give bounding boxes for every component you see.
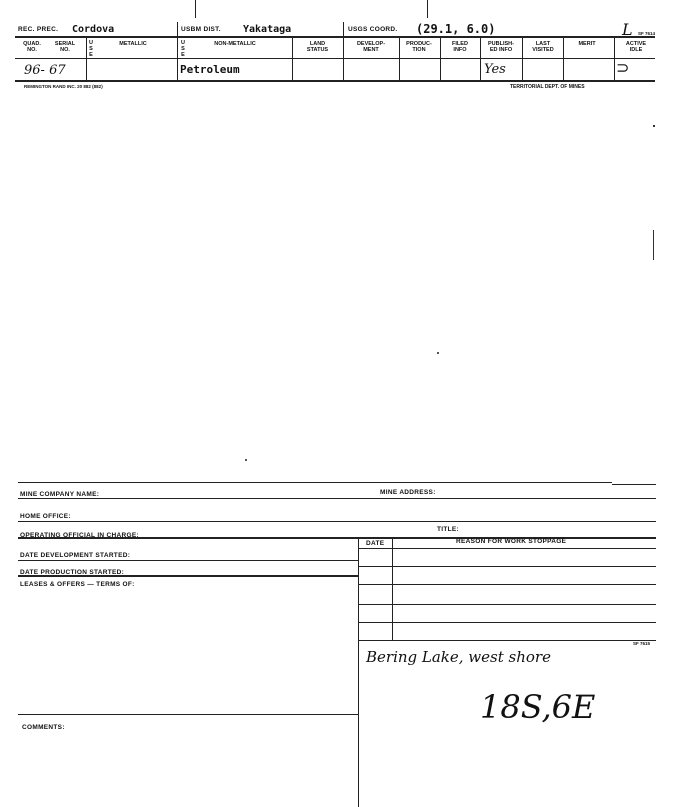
divider xyxy=(399,38,400,80)
divider xyxy=(358,566,656,567)
col-filed-info: FILED INFO xyxy=(452,41,468,53)
printer-imprint: REMINGTON RAND INC. 20 882 (882) xyxy=(24,84,103,89)
divider xyxy=(440,38,441,80)
col-land-status: LAND STATUS xyxy=(306,41,329,53)
non-metallic-value: Petroleum xyxy=(180,63,240,76)
col-merit: MERIT xyxy=(578,41,596,47)
col-quad-no: QUAD. NO. xyxy=(23,41,41,53)
speck xyxy=(245,459,247,461)
col-use: U S E xyxy=(181,40,185,58)
divider xyxy=(292,38,293,80)
col-active-idle: ACTIVE IDLE xyxy=(625,41,647,53)
leases-offers-label: LEASES & OFFERS — TERMS OF: xyxy=(20,581,135,588)
title-label: TITLE: xyxy=(437,526,460,533)
divider xyxy=(563,38,564,80)
divider xyxy=(358,584,656,585)
mine-company-name-label: MINE COMPANY NAME: xyxy=(20,491,100,498)
divider xyxy=(18,521,656,522)
divider xyxy=(522,38,523,80)
usbm-dist-value: Yakataga xyxy=(243,24,292,35)
divider xyxy=(15,36,655,38)
divider xyxy=(343,22,344,80)
divider xyxy=(18,575,358,577)
divider xyxy=(15,80,655,82)
speck xyxy=(653,230,654,260)
col-last-visited: LAST VISITED xyxy=(532,41,554,53)
lower-card-section xyxy=(0,470,678,807)
speck xyxy=(653,125,655,127)
usbm-dist-label: USBM DIST. xyxy=(181,26,221,33)
col-published-info: PUBLISH- ED INFO xyxy=(488,41,514,53)
divider xyxy=(427,0,428,18)
date-development-started-label: DATE DEVELOPMENT STARTED: xyxy=(20,552,131,559)
corner-mark: L xyxy=(622,20,633,39)
col-non-metallic: NON-METALLIC xyxy=(214,41,256,47)
divider xyxy=(18,714,358,715)
col-production: PRODUC- TION xyxy=(406,41,432,53)
divider xyxy=(15,58,655,59)
operating-official-label: OPERATING OFFICIAL IN CHARGE: xyxy=(20,532,139,539)
divider xyxy=(358,548,656,549)
form-number: SF 7614 xyxy=(638,31,656,36)
divider xyxy=(480,38,481,80)
usgs-coord-label: USGS COORD. xyxy=(348,26,398,33)
divider xyxy=(358,622,656,623)
divider xyxy=(358,640,656,641)
rec-prec-value: Cordova xyxy=(72,24,115,35)
col-metallic: METALLIC xyxy=(119,41,147,47)
divider xyxy=(392,537,393,640)
handwritten-township-range: 18S,6E xyxy=(480,688,596,726)
active-idle-mark: ⊃ xyxy=(616,60,630,77)
rec-prec-label: REC. PREC. xyxy=(18,26,59,33)
divider xyxy=(195,0,196,18)
top-card-section xyxy=(0,0,678,95)
divider xyxy=(18,498,656,499)
col-serial-no: SERIAL NO. xyxy=(54,41,76,53)
col-development: DEVELOP- MENT xyxy=(356,41,386,53)
published-info-value: Yes xyxy=(484,62,506,77)
home-office-label: HOME OFFICE: xyxy=(20,513,71,520)
reason-column-header: REASON FOR WORK STOPPAGE xyxy=(456,538,567,545)
department-name: TERRITORIAL DEPT. OF MINES xyxy=(510,84,585,90)
date-column-header: DATE xyxy=(366,540,385,547)
col-use: U S E xyxy=(89,40,93,58)
divider xyxy=(18,560,358,561)
comments-label: COMMENTS: xyxy=(22,724,65,731)
divider xyxy=(177,22,178,80)
quad-serial-value: 96- 67 xyxy=(24,63,66,78)
handwritten-location: Bering Lake, west shore xyxy=(366,648,551,666)
mine-address-label: MINE ADDRESS: xyxy=(380,489,436,496)
speck xyxy=(437,352,439,354)
date-production-started-label: DATE PRODUCTION STARTED: xyxy=(20,569,125,576)
usgs-coord-value: (29.1, 6.0) xyxy=(416,22,496,36)
form-number: SF 7615 xyxy=(633,641,651,646)
divider xyxy=(614,38,615,80)
divider xyxy=(358,537,359,807)
divider xyxy=(612,484,656,485)
divider xyxy=(358,604,656,605)
divider xyxy=(18,482,612,483)
